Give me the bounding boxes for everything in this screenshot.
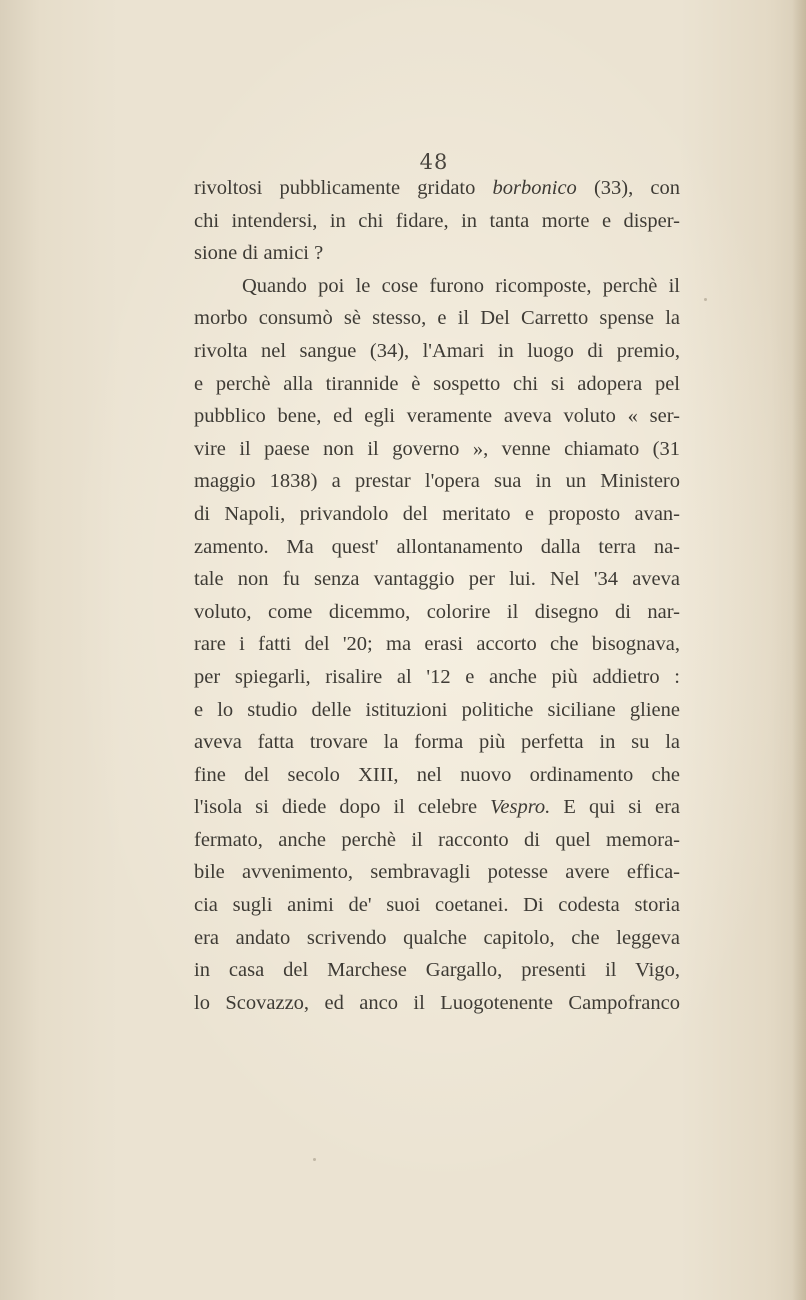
page-number: 48 — [419, 150, 449, 174]
text-line-26: lo Scovazzo, ed anco il Luogotenente Campofranco — [194, 991, 680, 1014]
page-edge-shadow — [792, 0, 806, 1300]
text-line-16: per spiegarli, risalire al '12 e anche più addietro : — [194, 665, 680, 688]
text-line-1: rivoltosi pubblicamente gridato borbonico (33), con — [194, 177, 680, 199]
text-line-23: cia sugli animi de' suoi coetanei. Di codesta storia — [194, 894, 680, 917]
text-line-24: era andato scrivendo qualche capitolo, che leggeva — [194, 926, 680, 949]
text-line-4: Quando poi le cose furono ricomposte, perchè il — [242, 274, 680, 297]
text-line-6: rivolta nel sangue (34), l'Amari in luogo di premio, — [194, 339, 680, 362]
text-line-22: bile avvenimento, sembravagli potesse avere effica- — [194, 861, 680, 884]
text-line-7: e perchè alla tirannide è sospetto chi si adopera pel — [194, 372, 680, 395]
body-text — [194, 172, 680, 1019]
text-line-5: morbo consumò sè stesso, e il Del Carretto spense la — [194, 307, 680, 330]
text-line-19: fine del secolo XIII, nel nuovo ordinamento che — [194, 763, 680, 786]
text-line-9: vire il paese non il governo », venne chiamato (31 — [194, 437, 680, 460]
text-line-10: maggio 1838) a prestar l'opera sua in un Ministero — [194, 470, 680, 493]
text-line-15: rare i fatti del '20; ma erasi accorto che bisognava, — [194, 633, 680, 656]
text-line-2: chi intendersi, in chi fidare, in tanta morte e disper- — [194, 209, 680, 232]
text-line-13: tale non fu senza vantaggio per lui. Nel '34 aveva — [194, 568, 680, 591]
text-line-3: sione di amici ? — [194, 242, 324, 265]
text-line-18: aveva fatta trovare la forma più perfetta in su la — [194, 731, 680, 754]
text-line-21: fermato, anche perchè il racconto di quel memora- — [194, 828, 680, 851]
paper-speck — [704, 298, 707, 301]
text-line-25: in casa del Marchese Gargallo, presenti il Vigo, — [194, 959, 680, 982]
text-line-20: l'isola si diede dopo il celebre Vespro. E qui si era — [194, 796, 680, 819]
paper-speck — [313, 1158, 316, 1161]
text-line-11: di Napoli, privandolo del meritato e proposto avan- — [194, 502, 680, 525]
text-line-17: e lo studio delle istituzioni politiche siciliane gliene — [194, 698, 680, 721]
text-line-8: pubblico bene, ed egli veramente aveva voluto « ser- — [194, 405, 680, 428]
text-line-14: voluto, come dicemmo, colorire il disegno di nar- — [194, 600, 680, 623]
text-line-12: zamento. Ma quest' allontanamento dalla terra na- — [194, 535, 680, 558]
